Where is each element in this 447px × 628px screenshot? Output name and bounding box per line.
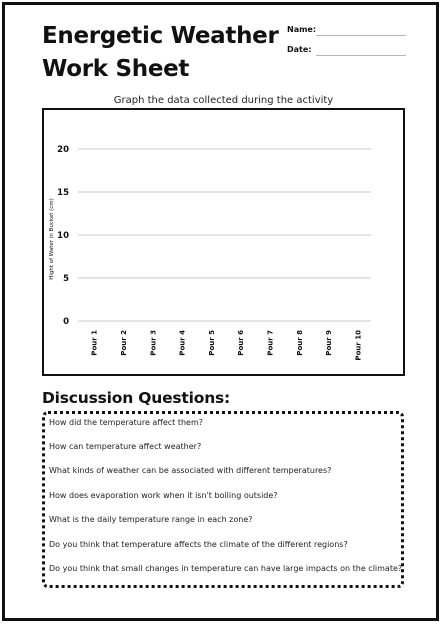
y-tick-label: 20 — [57, 145, 69, 155]
x-tick-label: Pour 4 — [178, 330, 187, 356]
question-item: What kinds of weather can be associated with different temperatures? — [49, 466, 332, 475]
question-item: How can temperature affect weather? — [49, 442, 202, 451]
title-line-2: Work Sheet — [42, 56, 190, 82]
y-tick-label: 5 — [63, 274, 69, 284]
question-item: Do you think that temperature affects the climate of the different regions? — [49, 540, 348, 549]
x-tick-label: Pour 5 — [207, 330, 216, 356]
x-tick-label: Pour 9 — [325, 330, 334, 356]
questions-box — [42, 411, 404, 588]
x-tick-label: Pour 8 — [295, 330, 304, 356]
question-item: Do you think that small changes in temperature can have large impacts on the climate? — [49, 564, 403, 573]
x-tick-label: Pour 2 — [119, 330, 128, 356]
name-field[interactable] — [316, 35, 406, 36]
question-item: How does evaporation work when it isn't boiling outside? — [49, 491, 278, 500]
y-axis-label: Hight of Water in Bucket (cm) — [49, 198, 55, 280]
y-tick-label: 0 — [63, 317, 69, 327]
date-label: Date: — [287, 45, 312, 54]
worksheet-title — [42, 20, 279, 86]
question-item: What is the daily temperature range in each zone? — [49, 515, 253, 524]
graph-instruction: Graph the data collected during the activity — [113, 95, 334, 106]
question-item: How did the temperature affect them? — [49, 418, 203, 427]
discussion-title: Discussion Questions: — [42, 389, 231, 407]
x-tick-label: Pour 1 — [90, 330, 99, 356]
name-label: Name: — [287, 25, 317, 34]
date-field[interactable] — [316, 55, 406, 56]
y-tick-label: 10 — [57, 231, 69, 241]
graph-box — [42, 108, 405, 376]
x-tick-label: Pour 3 — [149, 330, 158, 356]
x-tick-label: Pour 10 — [354, 330, 363, 361]
title-line-1: Energetic Weather — [42, 23, 279, 49]
x-tick-label: Pour 7 — [266, 330, 275, 356]
y-tick-label: 15 — [57, 188, 69, 198]
chart — [44, 110, 403, 374]
x-tick-label: Pour 6 — [237, 330, 246, 356]
